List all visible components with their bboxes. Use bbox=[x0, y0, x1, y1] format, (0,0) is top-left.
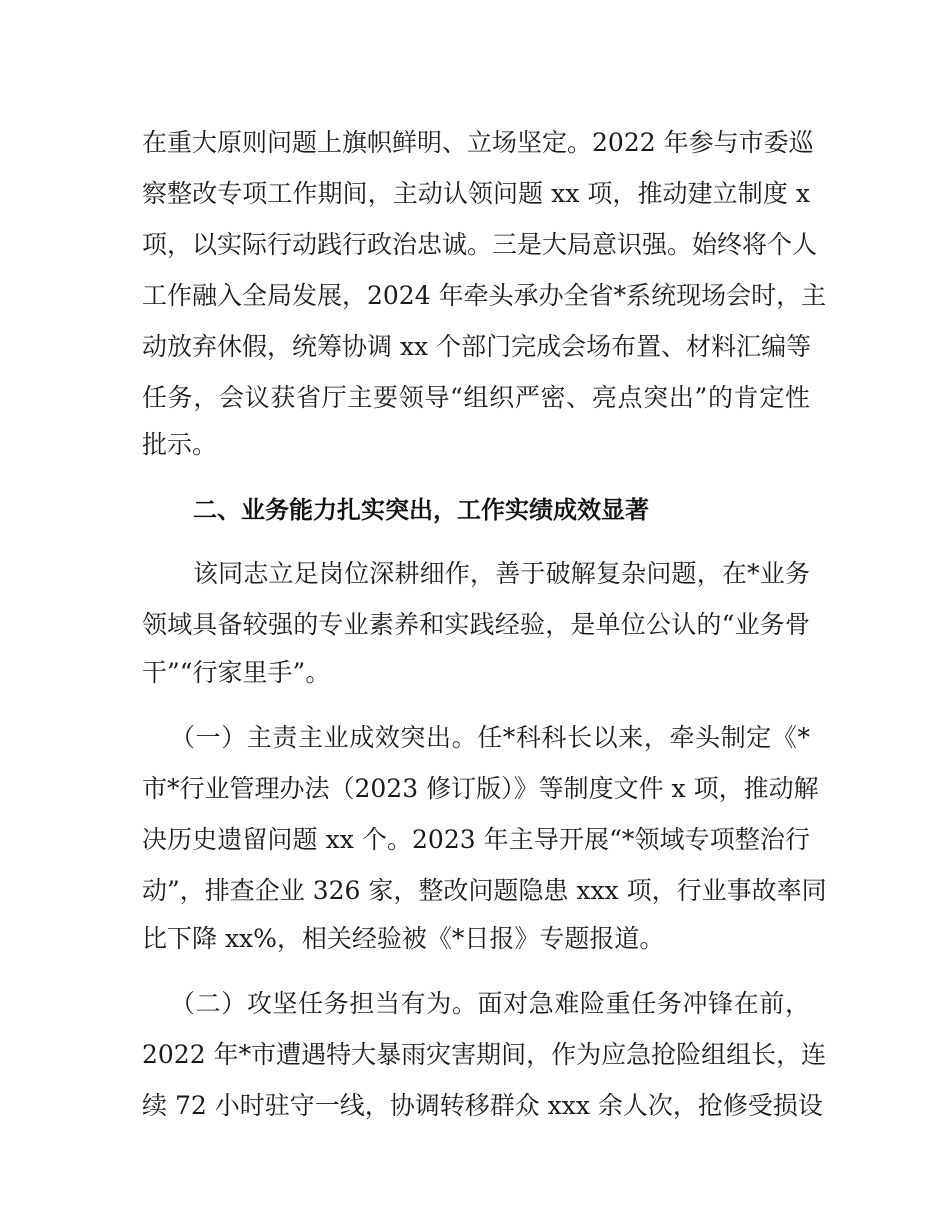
text-line: （一）主责主业成效突出。任*科科长以来，牵头制定《* bbox=[170, 723, 810, 752]
text-line: 动”，排查企业 326 家，整改问题隐患 xxx 项，行业事故率同 bbox=[142, 876, 827, 905]
text-line: 动放弃休假，统筹协调 xx 个部门完成会场布置、材料汇编等 bbox=[142, 332, 812, 361]
text-line: 续 72 小时驻守一线，协调转移群众 xxx 余人次，抢修受损设 bbox=[142, 1091, 823, 1120]
text-line: 工作融入全局发展，2024 年牵头承办全省*系统现场会时，主 bbox=[142, 281, 827, 310]
text-line: 比下降 xx%，相关经验被《*日报》专题报道。 bbox=[142, 924, 665, 953]
text-line: 该同志立足岗位深耕细作，善于破解复杂问题，在*业务 bbox=[193, 559, 810, 588]
text-line: 批示。 bbox=[142, 430, 218, 459]
text-line: 市*行业管理办法（2023 修订版）》等制度文件 x 项，推动解 bbox=[142, 774, 819, 803]
text-line: （二）攻坚任务担当有为。面对急难险重任务冲锋在前， bbox=[170, 989, 810, 1018]
text-line: 干”“行家里手”。 bbox=[142, 658, 331, 687]
text-line: 任务，会议获省厅主要领导“组织严密、亮点突出”的肯定性 bbox=[142, 383, 810, 412]
text-line: 决历史遗留问题 xx 个。2023 年主导开展“*领域专项整治行 bbox=[142, 825, 810, 854]
text-line: 察整改专项工作期间，主动认领问题 xx 项，推动建立制度 x bbox=[142, 179, 810, 208]
section-heading: 二、业务能力扎实突出，工作实绩成效显著 bbox=[193, 496, 649, 524]
text-line: 项，以实际行动践行政治忠诚。三是大局意识强。始终将个人 bbox=[142, 230, 818, 259]
text-line: 领域具备较强的专业素养和实践经验，是单位公认的“业务骨 bbox=[142, 610, 810, 639]
text-line: 在重大原则问题上旗帜鲜明、立场坚定。2022 年参与市委巡 bbox=[142, 128, 814, 157]
text-line: 2022 年*市遭遇特大暴雨灾害期间，作为应急抢险组组长，连 bbox=[142, 1040, 827, 1069]
